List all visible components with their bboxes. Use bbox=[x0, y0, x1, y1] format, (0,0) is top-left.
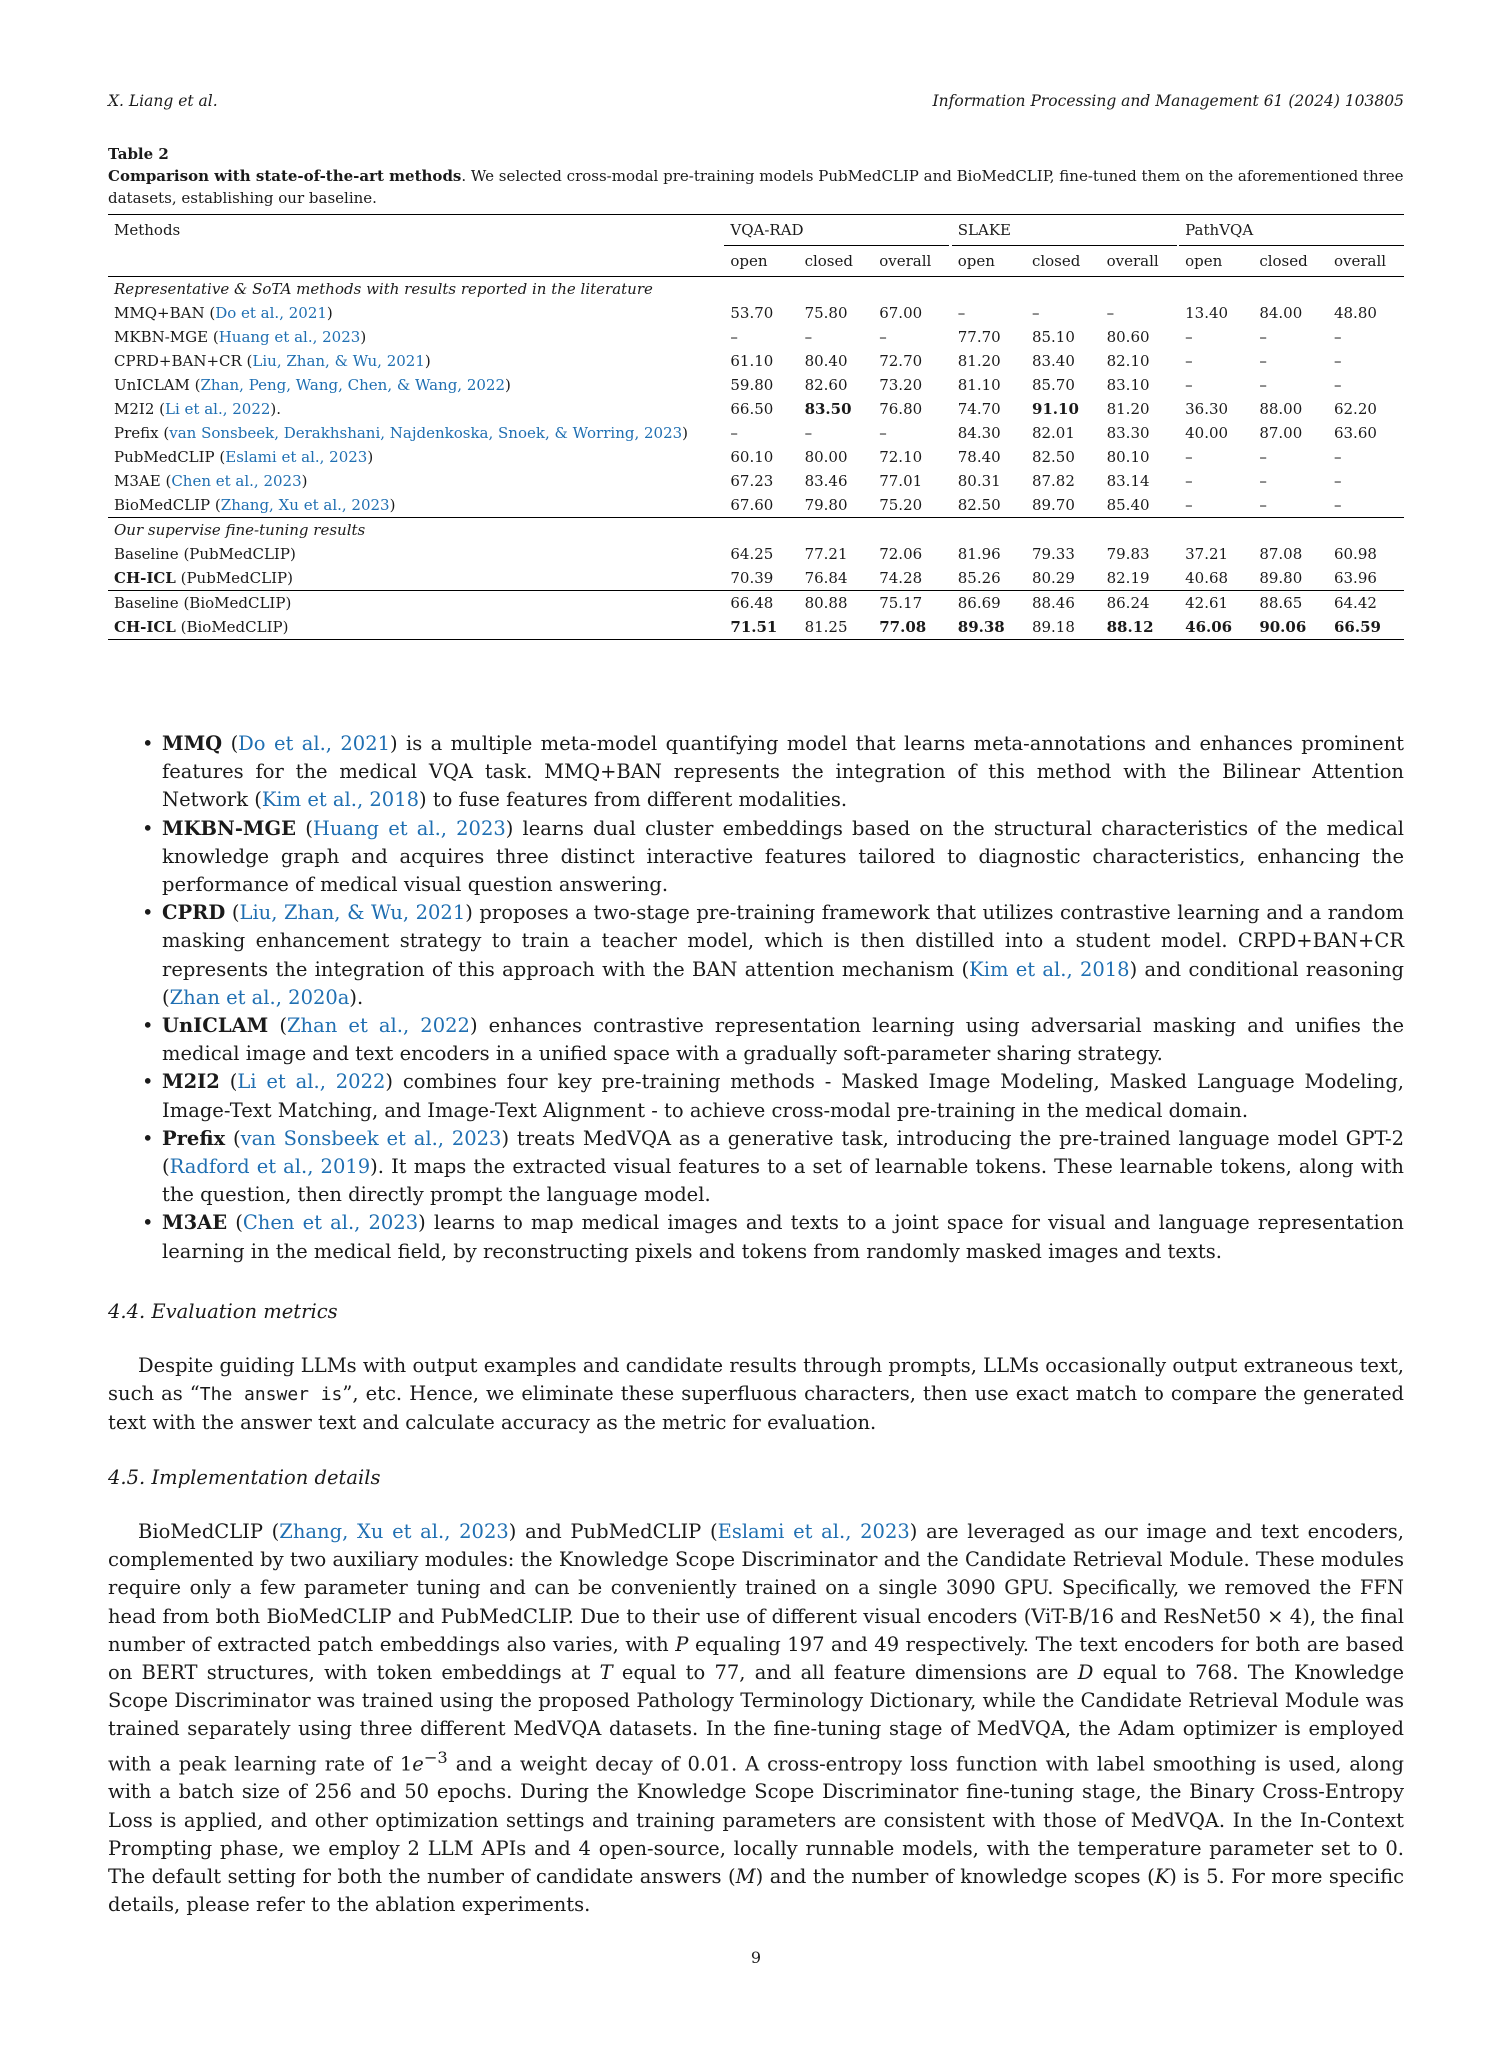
table-cell: 80.60 bbox=[1106, 328, 1150, 346]
section-label: Representative & SoTA methods with results reported in the literature bbox=[114, 280, 653, 298]
table-cell: 86.69 bbox=[957, 594, 1001, 612]
table-cell: – bbox=[1259, 352, 1267, 370]
table-cell: 78.40 bbox=[957, 448, 1001, 466]
caption-lead: Comparison with state-of-the-art methods bbox=[108, 167, 462, 185]
table-cell: – bbox=[1259, 496, 1267, 514]
table-cell: 73.20 bbox=[879, 376, 923, 394]
table-cell: 66.48 bbox=[730, 594, 774, 612]
table-cell: 83.40 bbox=[1031, 352, 1075, 370]
table-cell: 80.31 bbox=[957, 472, 1001, 490]
paragraph-implementation-details: BioMedCLIP (Zhang, Xu et al., 2023) and PubMedCLIP (Eslami et al., 2023) are leveraged as our image and text encoders, complemented by two auxiliary modules: the Knowledge Scope Discriminator and the Candidate Retrieval Module. These modules require only a few parameter tuning and can be conveniently trained on a single 3090 GPU. Specifically, we removed the FFN head from both BioMedCLIP and PubMedCLIP. Due to their use of different visual encoders (ViT-B/16 and ResNet50 × 4), the final number of extracted patch embeddings also varies, with P equaling 197 and 49 respectively. The text encoders for both are based on BERT structures, with token embeddings at T equal to 77, and all feature dimensions are D equal to 768. The Knowledge Scope Discriminator was trained using the proposed Pathology Terminology Dictionary, while the Candidate Retrieval Module was trained separately using three different MedVQA datasets. In the fine-tuning stage of MedVQA, the Adam optimizer is employed with a peak learning rate of $1e^{-3}$ and a weight decay of 0.01. A cross-entropy loss function with label smoothing is used, along with a batch size of 256 and 50 epochs. During the Knowledge Scope Discriminator fine-tuning stage, the Binary Cross-Entropy Loss is applied, and other optimization settings and training parameters are consistent with those of MedVQA. In the In-Context Prompting phase, we employ 2 LLM APIs and 4 open-source, locally runnable models, with the temperature parameter set to 0. The default setting for both the number of candidate answers (M) and the number of knowledge scopes (K) is 5. For more specific details, please refer to the ablation experiments. bbox=[108, 1520, 1405, 1917]
table-cell: – bbox=[804, 328, 813, 346]
bullet-cprd: • CPRD (Liu, Zhan, & Wu, 2021) proposes a two-stage pre-training framework that utilizes contrastive learning and a random masking enhancement strategy to train a teacher model, which is then distilled into a student model. CRPD+BAN+CR represents the integration of this approach with the BAN attention mechanism (Kim et al., 2018) and conditional reasoning (Zhan et al., 2020a). bbox=[108, 899, 1404, 1012]
bullet-mkbn-mge: • MKBN-MGE (Huang et al., 2023) learns dual cluster embeddings based on the structural characteristics of the medical knowledge graph and acquires three distinct interactive features tailored to diagnostic characteristics, enhancing the performance of medical visual question answering. bbox=[108, 815, 1404, 900]
table-cell: 76.80 bbox=[879, 400, 923, 418]
table-cell: 81.96 bbox=[957, 545, 1001, 563]
table-cell: 59.80 bbox=[730, 376, 774, 394]
table-cell: 85.10 bbox=[1031, 328, 1075, 346]
table-cell: 79.33 bbox=[1031, 545, 1075, 563]
table-cell: – bbox=[1259, 376, 1267, 394]
page-number: 9 bbox=[750, 1948, 762, 1967]
table-cell: – bbox=[1106, 304, 1115, 322]
table-cell: 71.51 bbox=[730, 618, 778, 636]
citation-link[interactable]: Zhan et al., 2022 bbox=[287, 1014, 470, 1038]
citation-link[interactable]: Eslami et al., 2023 bbox=[717, 1520, 910, 1543]
citation-link[interactable]: Kim et al., 2018 bbox=[261, 788, 420, 812]
table-cell: 87.00 bbox=[1259, 424, 1303, 442]
subheader-spacer bbox=[108, 246, 724, 277]
table-cell: 85.40 bbox=[1106, 496, 1150, 514]
table-cell: 83.50 bbox=[804, 400, 852, 418]
table-cell: 84.30 bbox=[957, 424, 1001, 442]
subheader-closed: closed bbox=[799, 246, 874, 277]
table-cell: – bbox=[804, 424, 813, 442]
method-name: CH-ICL (BioMedCLIP) bbox=[114, 618, 289, 636]
table-row bbox=[108, 325, 1404, 349]
table-cell: 82.50 bbox=[1031, 448, 1075, 466]
table-cell: 66.59 bbox=[1333, 618, 1381, 636]
table-cell: 83.10 bbox=[1106, 376, 1150, 394]
table-cell: 89.18 bbox=[1031, 618, 1075, 636]
citation-link[interactable]: Li et al., 2022 bbox=[237, 1070, 386, 1094]
table-cell: 63.96 bbox=[1333, 569, 1377, 587]
table-cell: 77.21 bbox=[804, 545, 848, 563]
citation-link[interactable]: Zhang, Xu et al., 2023 bbox=[279, 1520, 509, 1543]
citation-link[interactable]: Zhan et al., 2020a bbox=[169, 985, 350, 1009]
table-cell: 90.06 bbox=[1259, 618, 1307, 636]
table-cell: – bbox=[1259, 448, 1267, 466]
table-cell: 63.60 bbox=[1333, 424, 1377, 442]
table-row bbox=[108, 397, 1404, 421]
citation-link[interactable]: Chen et al., 2023 bbox=[242, 1211, 419, 1235]
table-cell: 75.17 bbox=[879, 594, 923, 612]
section-row bbox=[108, 277, 1404, 302]
table-cell: 77.08 bbox=[879, 618, 927, 636]
table-cell: 85.70 bbox=[1031, 376, 1075, 394]
citation-link[interactable]: Liu, Zhan, & Wu, 2021 bbox=[239, 901, 466, 925]
table-cell: 82.60 bbox=[804, 376, 848, 394]
bullet-mmq: • MMQ (Do et al., 2021) is a multiple meta-model quantifying model that learns meta-annotations and enhances prominent features for the medical VQA task. MMQ+BAN represents the integration of this method with the Bilinear Attention Network (Kim et al., 2018) to fuse features from different modalities. bbox=[108, 730, 1404, 815]
table-cell: 75.20 bbox=[879, 496, 923, 514]
table-cell: 42.61 bbox=[1185, 594, 1229, 612]
table-cell: – bbox=[1259, 328, 1267, 346]
table-cell: – bbox=[1259, 472, 1267, 490]
table-cell: 84.00 bbox=[1259, 304, 1303, 322]
table-cell: 82.01 bbox=[1031, 424, 1075, 442]
table-group-header-row bbox=[108, 215, 1404, 246]
table-cell: 82.19 bbox=[1106, 569, 1150, 587]
table-cell: – bbox=[1333, 472, 1342, 490]
table-row bbox=[108, 542, 1404, 566]
table-cell: 74.70 bbox=[957, 400, 1001, 418]
table-cell: 66.50 bbox=[730, 400, 774, 418]
citation-link[interactable]: Zhan, Peng, Wang, Chen, & Wang, 2022 bbox=[200, 376, 506, 394]
table-cell: 80.88 bbox=[804, 594, 848, 612]
table-row bbox=[108, 301, 1404, 325]
table-cell: 82.10 bbox=[1106, 352, 1150, 370]
table-cell: 60.98 bbox=[1333, 545, 1377, 563]
citation-link[interactable]: van Sonsbeek, Derakhshani, Najdenkoska, Snoek, & Worring, 2023 bbox=[169, 424, 683, 442]
table-cell: 82.50 bbox=[957, 496, 1001, 514]
table-cell: 75.80 bbox=[804, 304, 848, 322]
table-cell: 88.65 bbox=[1259, 594, 1303, 612]
table-cell: 80.10 bbox=[1106, 448, 1150, 466]
group-pathvqa: PathVQA bbox=[1179, 215, 1404, 246]
table-cell: 81.20 bbox=[957, 352, 1001, 370]
table-cell: 77.01 bbox=[879, 472, 923, 490]
citation-link[interactable]: Huang et al., 2023 bbox=[312, 816, 506, 840]
table-cell: – bbox=[1185, 496, 1193, 514]
table-cell: 81.10 bbox=[957, 376, 1001, 394]
table-cell: 62.20 bbox=[1333, 400, 1377, 418]
table-row bbox=[108, 591, 1404, 616]
table-cell: 83.30 bbox=[1106, 424, 1150, 442]
table-cell: 46.06 bbox=[1185, 618, 1233, 636]
table-cell: – bbox=[879, 424, 887, 442]
table-cell: – bbox=[879, 328, 887, 346]
table-cell: – bbox=[1333, 352, 1342, 370]
bullet-uniclam: • UnICLAM (Zhan et al., 2022) enhances contrastive representation learning using adversarial masking and unifies the medical image and text encoders in a unified space with a gradually soft-parameter sharing strategy. bbox=[108, 1012, 1404, 1068]
citation-link[interactable]: Do et al., 2021 bbox=[215, 304, 327, 322]
method-name: Baseline (BioMedCLIP) bbox=[114, 594, 292, 612]
subheader-closed: closed bbox=[1026, 246, 1101, 277]
subheader-closed: closed bbox=[1253, 246, 1328, 277]
table-number: Table 2 bbox=[108, 145, 169, 163]
table-row bbox=[108, 469, 1404, 493]
method-name: CH-ICL (PubMedCLIP) bbox=[114, 569, 293, 587]
table-cell: – bbox=[1333, 376, 1342, 394]
bullet-m3ae: • M3AE (Chen et al., 2023) learns to map medical images and texts to a joint space for visual and language representation learning in the medical field, by reconstructing pixels and tokens from randomly masked images and texts. bbox=[108, 1209, 1404, 1265]
bullet-m2i2: • M2I2 (Li et al., 2022) combines four key pre-training methods - Masked Image Modeling, Masked Language Modeling, Image-Text Matching, and Image-Text Alignment - to achieve cross-modal pre-training in the medical domain. bbox=[108, 1068, 1404, 1124]
table-cell: 87.82 bbox=[1031, 472, 1075, 490]
table-cell: 83.46 bbox=[804, 472, 848, 490]
table-cell: 64.42 bbox=[1333, 594, 1377, 612]
running-header bbox=[108, 92, 1404, 110]
table-cell: 79.80 bbox=[804, 496, 848, 514]
citation-link[interactable]: Eslami et al., 2023 bbox=[225, 448, 368, 466]
method-name: MMQ+BAN (Do et al., 2021) bbox=[114, 304, 333, 322]
table-cell: 81.20 bbox=[1106, 400, 1150, 418]
table-cell: 48.80 bbox=[1333, 304, 1377, 322]
table-row bbox=[108, 349, 1404, 373]
table-cell: 76.84 bbox=[804, 569, 848, 587]
table-cell: 83.14 bbox=[1106, 472, 1150, 490]
table-cell: 60.10 bbox=[730, 448, 774, 466]
table-cell: 70.39 bbox=[730, 569, 774, 587]
method-name: Baseline (PubMedCLIP) bbox=[114, 545, 296, 563]
table-row bbox=[108, 373, 1404, 397]
table-cell: 85.26 bbox=[957, 569, 1001, 587]
method-name: CPRD+BAN+CR (Liu, Zhan, & Wu, 2021) bbox=[114, 352, 431, 370]
method-name: BioMedCLIP (Zhang, Xu et al., 2023) bbox=[114, 496, 396, 514]
paragraph-evaluation-metrics: Despite guiding LLMs with output examples and candidate results through prompts, LLMs occasionally output extraneous text, such as “The answer is”, etc. Hence, we eliminate these superfluous characters, then use exact match to compare the generated text with the answer text and calculate accuracy as the metric for evaluation. bbox=[108, 1354, 1404, 1435]
method-name: MKBN-MGE (Huang et al., 2023) bbox=[114, 328, 367, 346]
citation-link[interactable]: Radford et al., 2019 bbox=[169, 1155, 371, 1179]
table-cell: 72.10 bbox=[879, 448, 923, 466]
table-cell: 80.40 bbox=[804, 352, 848, 370]
section-heading-4-5: 4.5. Implementation details bbox=[108, 1466, 381, 1489]
table-cell: 89.70 bbox=[1031, 496, 1075, 514]
table-cell: – bbox=[1031, 304, 1040, 322]
table-row bbox=[108, 445, 1404, 469]
group-vqa-rad: VQA-RAD bbox=[724, 215, 949, 246]
table-cell: 74.28 bbox=[879, 569, 923, 587]
table-cell: 77.70 bbox=[957, 328, 1001, 346]
citation-link[interactable]: Do et al., 2021 bbox=[238, 732, 391, 755]
bullet-prefix: • Prefix (van Sonsbeek et al., 2023) treats MedVQA as a generative task, introducing the pre-trained language model GPT-2 (Radford et al., 2019). It maps the extracted visual features to a set of learnable tokens. These learnable tokens, along with the question, then directly prompt the language model. bbox=[108, 1125, 1404, 1210]
table-cell: 40.68 bbox=[1185, 569, 1229, 587]
table-cell: – bbox=[1333, 328, 1342, 346]
comparison-table bbox=[108, 214, 1404, 640]
citation-link[interactable]: Li et al., 2022 bbox=[165, 400, 271, 418]
table-row bbox=[108, 493, 1404, 518]
header-journal: Information Processing and Management 61 (2024) 103805 bbox=[932, 92, 1404, 110]
table-subheader-row bbox=[108, 246, 1404, 277]
subheader-open: open bbox=[952, 246, 1026, 277]
method-name: M3AE (Chen et al., 2023) bbox=[114, 472, 308, 490]
table-cell: 67.60 bbox=[730, 496, 774, 514]
table-cell: 81.25 bbox=[804, 618, 848, 636]
table-cell: 88.00 bbox=[1259, 400, 1303, 418]
table-cell: – bbox=[1333, 496, 1342, 514]
method-name: Prefix (van Sonsbeek, Derakhshani, Najdenkoska, Snoek, & Worring, 2023) bbox=[114, 424, 689, 442]
table-cell: 88.46 bbox=[1031, 594, 1075, 612]
col-methods: Methods bbox=[114, 221, 181, 240]
citation-link[interactable]: Liu, Zhan, & Wu, 2021 bbox=[252, 352, 425, 370]
citation-link[interactable]: Kim et al., 2018 bbox=[969, 957, 1130, 981]
table-cell: – bbox=[730, 424, 738, 442]
table-cell: – bbox=[1185, 448, 1193, 466]
subheader-overall: overall bbox=[1101, 246, 1177, 277]
table-cell: – bbox=[730, 328, 738, 346]
table-cell: – bbox=[1333, 448, 1342, 466]
method-name: M2I2 (Li et al., 2022). bbox=[114, 400, 282, 418]
subheader-open: open bbox=[1179, 246, 1253, 277]
subheader-open: open bbox=[724, 246, 798, 277]
table-cell: 40.00 bbox=[1185, 424, 1229, 442]
table-cell: – bbox=[957, 304, 966, 322]
table-cell: 64.25 bbox=[730, 545, 774, 563]
table-cell: 89.80 bbox=[1259, 569, 1303, 587]
subheader-overall: overall bbox=[873, 246, 949, 277]
table-cell: – bbox=[1185, 352, 1193, 370]
table-cell: 13.40 bbox=[1185, 304, 1229, 322]
table-cell: 53.70 bbox=[730, 304, 774, 322]
table-cell: 91.10 bbox=[1031, 400, 1079, 418]
table-cell: 37.21 bbox=[1185, 545, 1229, 563]
citation-link[interactable]: Chen et al., 2023 bbox=[171, 472, 302, 490]
header-authors: X. Liang et al. bbox=[108, 92, 218, 110]
table-row bbox=[108, 615, 1404, 640]
subheader-overall: overall bbox=[1328, 246, 1404, 277]
section-row bbox=[108, 518, 1404, 543]
citation-link[interactable]: Zhang, Xu et al., 2023 bbox=[220, 496, 390, 514]
table-cell: 88.12 bbox=[1106, 618, 1154, 636]
caption-text: . We selected cross-modal pre-training models PubMedCLIP and BioMedCLIP, fine-tuned them on the aforementioned three datasets, establishing our baseline. bbox=[108, 167, 1404, 207]
method-name: UnICLAM (Zhan, Peng, Wang, Chen, & Wang, 2022) bbox=[114, 376, 511, 394]
code-snippet: The answer is bbox=[199, 1384, 343, 1406]
group-slake: SLAKE bbox=[952, 215, 1177, 246]
table-cell: 79.83 bbox=[1106, 545, 1150, 563]
table-cell: 72.70 bbox=[879, 352, 923, 370]
table-cell: 86.24 bbox=[1106, 594, 1150, 612]
table-cell: 67.00 bbox=[879, 304, 923, 322]
citation-link[interactable]: Huang et al., 2023 bbox=[218, 328, 361, 346]
method-name: PubMedCLIP (Eslami et al., 2023) bbox=[114, 448, 374, 466]
table-cell: – bbox=[1185, 328, 1193, 346]
table-cell: 80.29 bbox=[1031, 569, 1075, 587]
method-descriptions bbox=[108, 730, 1404, 1266]
table-cell: 61.10 bbox=[730, 352, 774, 370]
table-caption bbox=[108, 143, 1404, 209]
table-cell: 87.08 bbox=[1259, 545, 1303, 563]
section-label: Our supervise fine-tuning results bbox=[114, 521, 366, 539]
table-cell: 36.30 bbox=[1185, 400, 1229, 418]
table-cell: 72.06 bbox=[879, 545, 923, 563]
table-cell: 80.00 bbox=[804, 448, 848, 466]
table-cell: – bbox=[1185, 376, 1193, 394]
table-cell: 89.38 bbox=[957, 618, 1005, 636]
table-row bbox=[108, 566, 1404, 591]
table-cell: – bbox=[1185, 472, 1193, 490]
table-row bbox=[108, 421, 1404, 445]
section-heading-4-4: 4.4. Evaluation metrics bbox=[108, 1300, 338, 1323]
citation-link[interactable]: van Sonsbeek et al., 2023 bbox=[240, 1126, 502, 1150]
table-cell: 67.23 bbox=[730, 472, 774, 490]
